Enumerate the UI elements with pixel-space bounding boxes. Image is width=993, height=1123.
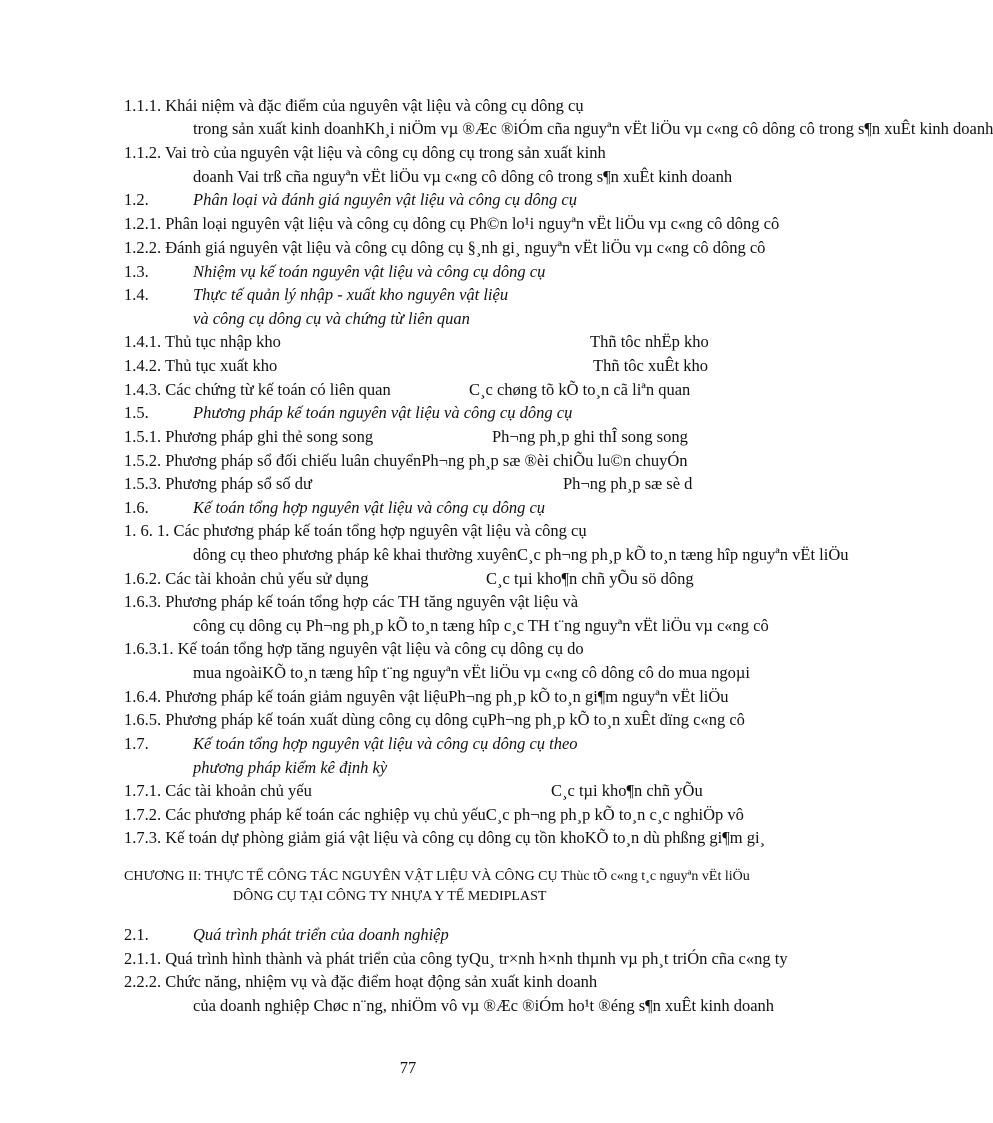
toc-heading: Thực tế quản lý nhập - xuất kho nguyên vật liệu	[193, 285, 509, 304]
toc-line: 1.6.4. Phương pháp kế toán giảm nguyên vật liệuPh¬ng ph¸p kÕ to¸n gi¶m nguyªn vËt liÖu	[124, 687, 729, 706]
toc-number: 1.5.	[124, 403, 149, 422]
toc-number: 1.6.	[124, 498, 149, 517]
toc-line-alt: C¸c tµi kho¶n chñ yÕu sö dông	[486, 569, 694, 588]
toc-line	[124, 497, 545, 519]
toc-line: 2.2.2. Chức năng, nhiệm vụ và đặc điểm hoạt động sản xuất kinh doanh	[124, 972, 598, 991]
toc-line: 1.7.1. Các tài khoản chủ yếu	[124, 781, 312, 800]
toc-number: 1.3.	[124, 262, 149, 281]
toc-line: 2.1.1. Quá trình hình thành và phát triển của công tyQu¸ tr×nh h×nh thµnh vµ ph¸t triÓn cña c«ng ty	[124, 949, 788, 968]
toc-line: phương pháp kiểm kê định kỳ	[193, 758, 388, 777]
toc-heading: Quá trình phát triển của doanh nghiệp	[193, 925, 449, 944]
toc-line-alt: Thñ tôc nhËp kho	[590, 332, 709, 351]
toc-line	[124, 261, 545, 283]
toc-line: 1.7.3. Kế toán dự phòng giảm giá vật liệu và công cụ dông cụ tồn khoKÕ to¸n dù phßng gi¶m gi¸	[124, 828, 766, 847]
toc-line	[124, 284, 508, 306]
toc-line: dông cụ theo phương pháp kê khai thường xuyênC¸c ph¬ng ph¸p kÕ to¸n tæng hîp nguyªn vËt liÖu	[193, 545, 849, 564]
toc-line: 1.4.3. Các chứng từ kế toán có liên quan	[124, 380, 391, 399]
toc-heading: Kế toán tổng hợp nguyên vật liệu và công cụ dông cụ	[193, 498, 546, 517]
toc-line	[124, 189, 577, 211]
toc-line	[124, 402, 572, 424]
toc-line: doanh Vai trß cña nguyªn vËt liÖu vµ c«ng cô dông cô trong s¶n xuÊt kinh doanh	[193, 167, 733, 186]
toc-line-alt: C¸c tµi kho¶n chñ yÕu	[551, 781, 703, 800]
toc-line: 1.6.2. Các tài khoản chủ yếu sử dụng	[124, 569, 369, 588]
toc-line: trong sản xuất kinh doanhKh¸i niÖm vµ ®Æc ®iÓm cña nguyªn vËt liÖu vµ c«ng cô dông cô trong s¶n xuÊt kinh doanh	[193, 119, 993, 138]
toc-number: 1.7.	[124, 734, 149, 753]
page-number: 77	[399, 1058, 417, 1077]
toc-line: công cụ dông cụ Ph¬ng ph¸p kÕ to¸n tæng hîp c¸c TH t¨ng nguyªn vËt liÖu vµ c«ng cô	[193, 616, 769, 635]
toc-line: 1.1.2. Vai trò của nguyên vật liệu và công cụ dông cụ trong sản xuất kinh	[124, 143, 606, 162]
toc-line: của doanh nghiệp Chøc n¨ng, nhiÖm vô vµ ®Æc ®iÓm ho¹t ®éng s¶n xuÊt kinh doanh	[193, 996, 775, 1015]
toc-line: 1.4.2. Thủ tục xuất kho	[124, 356, 278, 375]
toc-line-alt: Ph¬ng ph¸p sæ sè d	[563, 474, 693, 493]
toc-line: 1.2.1. Phân loại nguyên vật liệu và công cụ dông cụ Ph©n lo¹i nguyªn vËt liÖu vµ c«ng cô dông cô	[124, 214, 780, 233]
toc-line: 1.5.2. Phương pháp sổ đối chiếu luân chuyểnPh¬ng ph¸p sæ ®èi chiÕu lu©n chuyÓn	[124, 451, 688, 470]
toc-heading: Nhiệm vụ kế toán nguyên vật liệu và công cụ dông cụ	[193, 262, 546, 281]
toc-line-alt: Thñ tôc xuÊt kho	[593, 356, 709, 375]
toc-line: 1.4.1. Thủ tục nhập kho	[124, 332, 281, 351]
toc-line-alt: C¸c chøng tõ kÕ to¸n cã liªn quan	[469, 380, 691, 399]
toc-line: 1. 6. 1. Các phương pháp kế toán tổng hợp nguyên vật liệu và công cụ	[124, 521, 587, 540]
toc-number: 1.4.	[124, 285, 149, 304]
toc-line: mua ngoàiKÕ to¸n tæng hîp t¨ng nguyªn vËt liÖu vµ c«ng cô dông cô do mua ngoµi	[193, 663, 751, 682]
toc-line: 1.2.2. Đánh giá nguyên vật liệu và công cụ dông cụ §¸nh gi¸ nguyªn vËt liÖu vµ c«ng cô dông cô	[124, 238, 766, 257]
chapter-heading: DÔNG CỤ TẠI CÔNG TY NHỰA Y TẾ MEDIPLAST	[233, 889, 547, 904]
toc-heading: Phân loại và đánh giá nguyên vật liệu và công cụ dông cụ	[193, 190, 577, 209]
toc-number: 2.1.	[124, 925, 149, 944]
toc-line: và công cụ dông cụ và chứng từ liên quan	[193, 309, 470, 328]
toc-heading: Phương pháp kế toán nguyên vật liệu và công cụ dông cụ	[193, 403, 573, 422]
chapter-heading: CHƯƠNG II: THỰC TẾ CÔNG TÁC NGUYÊN VẬT LIỆU VÀ CÔNG CỤ Thùc tÕ c«ng t¸c nguyªn vËt liÖu	[124, 869, 750, 884]
toc-line: 1.5.1. Phương pháp ghi thẻ song song	[124, 427, 374, 446]
toc-heading: Kế toán tổng hợp nguyên vật liệu và công cụ dông cụ theo	[193, 734, 578, 753]
toc-line: 1.6.3.1. Kế toán tổng hợp tăng nguyên vật liệu và công cụ dông cụ do	[124, 639, 584, 658]
toc-line: 1.6.5. Phương pháp kế toán xuất dùng công cụ dông cụPh¬ng ph¸p kÕ to¸n xuÊt dïng c«ng cô	[124, 710, 745, 729]
toc-line: 1.1.1. Khái niệm và đặc điểm của nguyên vật liệu và công cụ dông cụ	[124, 96, 584, 115]
toc-line: 1.6.3. Phương pháp kế toán tổng hợp các TH tăng nguyên vật liệu và	[124, 592, 579, 611]
toc-number: 1.2.	[124, 190, 149, 209]
toc-line-alt: Ph¬ng ph¸p ghi thÎ song song	[492, 427, 688, 446]
toc-line	[124, 924, 449, 946]
toc-line	[124, 733, 578, 755]
toc-line: 1.7.2. Các phương pháp kế toán các nghiệp vụ chủ yếuC¸c ph¬ng ph¸p kÕ to¸n c¸c nghiÖp vô	[124, 805, 744, 824]
toc-line: 1.5.3. Phương pháp sổ số dư	[124, 474, 312, 493]
